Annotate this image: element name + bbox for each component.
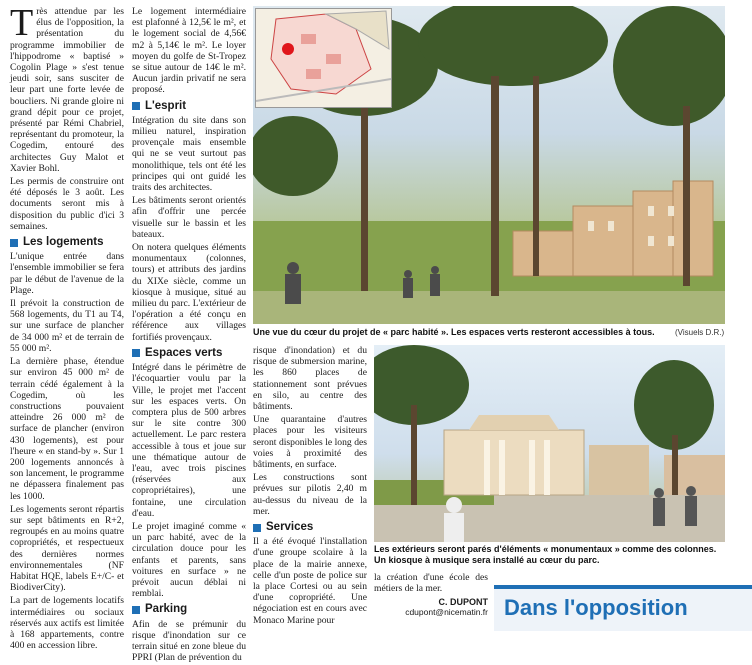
photo-monumental-exteriors: [374, 345, 725, 542]
paragraph: Les bâtiments seront orientés afin d'offrir une percée visuelle sur le bassin et les bateaux.: [132, 195, 246, 240]
paragraph: Les logements seront répartis sur sept bâtiments en R+2, regroupés en au moins quatre copropriétés, et respectueux des dernières normes environnementales (NF Habitat HQE, labels E+/C- et BiodiverCity).: [10, 503, 124, 594]
article-column-3: [253, 345, 367, 628]
article-column-2: [132, 6, 246, 665]
bullet-square-icon: [132, 606, 140, 614]
banner-title: Dans l'opposition: [504, 595, 688, 620]
paragraph: la création d'une école des métiers de la mer.: [374, 572, 488, 595]
article-column-1: [10, 2, 124, 653]
bullet-square-icon: [132, 349, 140, 357]
photo-1-caption: Une vue du cœur du projet de « parc habité ». Les espaces verts resteront accessibles à tous.: [253, 327, 655, 337]
paragraph: Le projet imaginé comme « un parc habité, avec de la circulation douce pour les enfants et parents, sans voitures en surface » ne prévoit aucun déblai ni remblai.: [132, 520, 246, 600]
photo-2-caption: Les extérieurs seront parés d'éléments « monumentaux » comme des colonnes. Un kiosque à musique sera installé au cœur du parc.: [374, 544, 717, 565]
paragraph: Il prévoit la construction de 568 logements, du T1 au T4, sur une surface de plancher de 34 000 m² et de terrain de 55 000 m².: [10, 298, 124, 354]
intro-paragraph: rès attendue par les élus de l'opposition, la présentation du programme immobilier de l'hippodrome « baptisé » Cogolin Plage » s'est tenue jeudi soir, sans susciter de leur part une forte levée de boucliers. Ni grande gloire ni grand dépit pour ce projet, présenté par Rémi Chabriel, représentant du promoteur, la Cogedim, entouré des architectes Guy Malot et Xavier Bohl.: [10, 6, 124, 174]
paragraph: On notera quelques éléments monumentaux (colonnes, tours) et attributs des jardins du XIXe siècle, comme un kiosque à musique, situé au milieu du parc. L'extérieur de l'opération a été conçu en référence aux villages fortifiés provençaux.: [132, 242, 246, 343]
paragraph: risque d'inondation) et du risque de submersion marine, les 860 places de stationnement sont prévues en silo, au centre des bâtiments.: [253, 345, 367, 413]
bullet-square-icon: [253, 524, 261, 532]
paragraph: Le logement intermédiaire est plafonné à 12,5€ le m², et le logement social de 4,56€ m2 à 5,14€ le m². Le loyer moyen du golfe de St-Tropez se situe autour de 14€ le m². Aucun jardin privatif ne sera proposé.: [132, 6, 246, 96]
author-signature: [374, 597, 488, 617]
section-banner: [494, 585, 752, 631]
paragraph: La part de logements locatifs intermédiaires ou sociaux réservés aux actifs est limitée à 168 appartements, contre 400 en accession libre.: [10, 595, 124, 652]
bullet-square-icon: [10, 239, 18, 247]
bullet-square-icon: [132, 102, 140, 110]
drop-cap: T: [10, 2, 34, 44]
section-heading-parking: Parking: [132, 604, 246, 615]
photo-parc-habite: [253, 6, 725, 324]
section-heading-services: Services: [253, 522, 367, 533]
paragraph: Intégration du site dans son milieu naturel, inspiration provençale mais ensemble qui ne se veut surtout pas monolithique, tels ont été les principes qui ont guidé les traits des architectes.: [132, 114, 246, 194]
paragraph: Une quarantaine d'autres places pour les visiteurs seront disponibles le long des voies à proximité des bâtiments, en surface.: [253, 414, 367, 471]
section-heading-espaces-verts: Espaces verts: [132, 348, 246, 359]
section-heading-logements: Les logements: [10, 237, 124, 248]
photo-credit: (Visuels D.R.): [675, 328, 725, 337]
paragraph: La dernière phase, étendue sur environ 45 000 m² de terrain cédé également à la Cogedim, où les constructions pouvaient atteindre 26 000 m² de surface de plancher (environ 430 logements), est pour l'heure « en stand-by ». Sur 1 200 logements annoncés à son lancement, le programme ne dépassera finalement pas les 1000.: [10, 356, 124, 502]
site-plan-map-inset: [255, 8, 392, 108]
paragraph: Afin de se prémunir du risque d'inondation sur ce terrain situé en zone bleue du PPRI (Plan de prévention du: [132, 618, 246, 664]
paragraph: Les permis de construire ont été déposés le 3 août. Les documents seront mis à disposition du public d'ici 3 semaines.: [10, 176, 124, 232]
paragraph: L'unique entrée dans l'ensemble immobilier se fera par le début de l'avenue de la Plage.: [10, 251, 124, 296]
section-heading-esprit: L'esprit: [132, 101, 246, 112]
paragraph: Il a été évoqué l'installation d'une groupe scolaire à la place de la mairie annexe, celle d'un poste de police sur la place Cortesi ou au sein d'une copropriété. Une négociation est en cours avec Monaco Marine pour: [253, 536, 367, 626]
paragraph: Les constructions sont prévues sur pilotis 2,40 m au-dessus du niveau de la mer.: [253, 472, 367, 517]
author-email: cdupont@nicematin.fr: [405, 607, 488, 617]
paragraph: Intégré dans le périmètre de l'écoquartier voulu par la Ville, le projet met l'accent sur les espaces verts. On comptera plus de 500 arbres sur le site contre 300 actuellement. Le parc restera accessible à tous et joue sur une thématique autour de l'eau, avec trois piscines (réservées aux copropriétaires), une fontaine, une circulation d'eau.: [132, 362, 246, 519]
author-name: C. DUPONT: [438, 597, 488, 607]
article-column-4: [374, 572, 488, 596]
